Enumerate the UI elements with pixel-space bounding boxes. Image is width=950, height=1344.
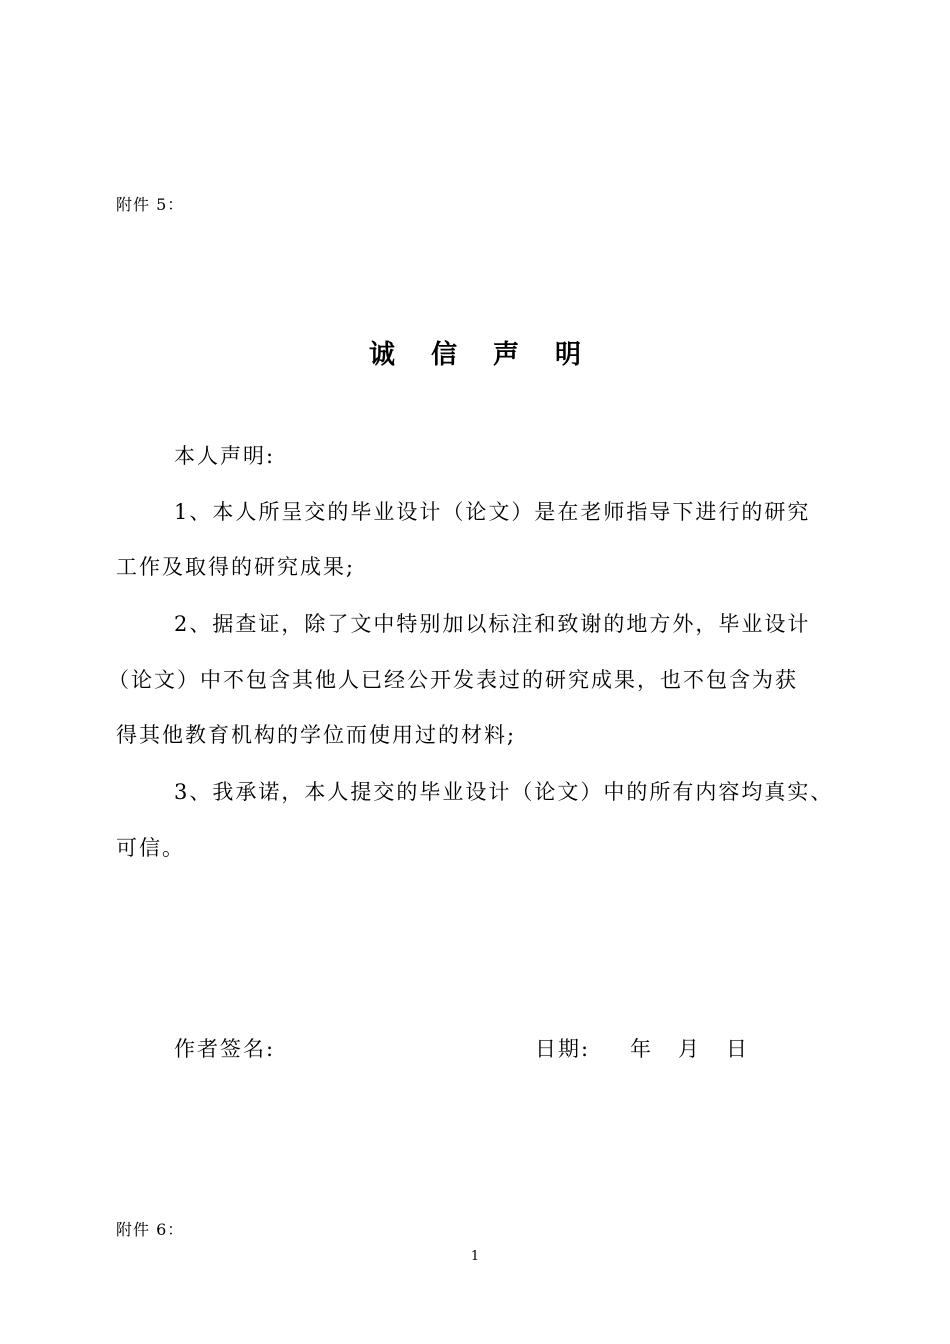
author-signature-label: 作者签名: <box>174 1037 276 1061</box>
page-title <box>0 334 950 371</box>
title-char-4: 明 <box>555 340 582 370</box>
date-day: 日 <box>726 1037 749 1061</box>
item-2-line-1: 2、据查证，除了文中特别加以标注和致谢的地方外，毕业设计 <box>174 612 811 636</box>
item-3-line-1: 3、我承诺，本人提交的毕业设计（论文）中的所有内容均真实、 <box>174 780 834 804</box>
declaration-intro: 本人声明: <box>174 444 276 468</box>
attachment-6-label: 附件 6： <box>116 1220 185 1239</box>
item-1-line-2: 工作及取得的研究成果; <box>116 555 356 579</box>
title-char-3: 声 <box>493 340 520 370</box>
page-number: 1 <box>470 1249 480 1264</box>
date-year: 年 <box>630 1037 653 1061</box>
date-month: 月 <box>678 1037 701 1061</box>
title-char-2: 信 <box>430 340 457 370</box>
title-char-1: 诚 <box>368 340 395 370</box>
item-1-line-1: 1、本人所呈交的毕业设计（论文）是在老师指导下进行的研究 <box>174 500 811 524</box>
item-3-line-2: 可信。 <box>116 836 185 860</box>
attachment-5-label: 附件 5： <box>116 195 185 214</box>
date-label: 日期: <box>535 1037 591 1061</box>
item-2-line-2: （论文）中不包含其他人已经公开发表过的研究成果，也不包含为获 <box>108 668 798 692</box>
item-2-line-3: 得其他教育机构的学位而使用过的材料; <box>116 723 517 747</box>
